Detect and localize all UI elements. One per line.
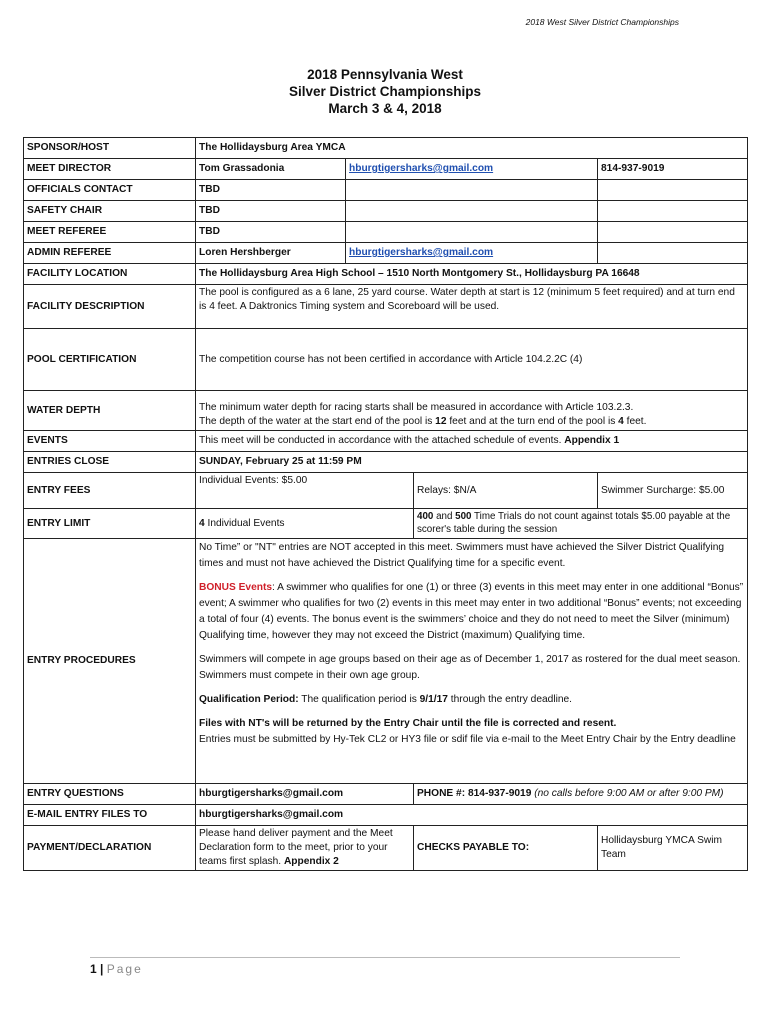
text-run: feet and at the turn end of the pool is (446, 416, 619, 427)
facility-location-value: The Hollidaysburg Area High School – 1510 North Montgomery St., Hollidaysburg PA 16648 (196, 264, 748, 285)
row-label: SAFETY CHAIR (24, 201, 196, 222)
row-label: ENTRIES CLOSE (24, 452, 196, 473)
submission-paragraph (199, 716, 744, 748)
appendix-ref: Appendix 1 (564, 435, 620, 446)
admin-referee-name: Loren Hershberger (196, 243, 346, 264)
empty-cell (598, 180, 748, 201)
text-run: : A swimmer who qualifies for one (1) or three (3) events in this meet may enter in one additional “Bonus” event; A swimmer who qualifies for two (2) events in this meet may enter in two additional “Bonus” events; not exceeding a total of four (4) events. The bonus event is the swimmers’ choice and they do not need to meet the Silver (minimum) Qualifying time, however they may not exceed the District (maximum) Qualifying time. (199, 582, 744, 641)
page-number: 1 (90, 962, 97, 976)
row-label: E-MAIL ENTRY FILES TO (24, 805, 196, 826)
row-label: POOL CERTIFICATION (24, 329, 196, 391)
table-row (24, 159, 748, 180)
facility-description-value: The pool is configured as a 6 lane, 25 yard course. Water depth at start is 12 (minimum 5 feet required) and at turn end is 4 feet. A Daktronics Timing system and Scoreboard will be used. (196, 285, 748, 329)
table-row (24, 201, 748, 222)
phone-note: (no calls before 9:00 AM or after 9:00 PM) (534, 788, 724, 799)
safety-value: TBD (196, 201, 346, 222)
row-label: WATER DEPTH (24, 391, 196, 431)
table-row (24, 138, 748, 159)
entry-questions-email: hburgtigersharks@gmail.com (196, 784, 414, 805)
swimmer-surcharge: Swimmer Surcharge: $5.00 (598, 473, 748, 509)
sponsor-value: The Hollidaysburg Area YMCA (196, 138, 748, 159)
empty-cell (598, 243, 748, 264)
text-run: Time Trials do not count against totals $5.00 payable at the scorer's table during the session (417, 511, 731, 535)
qualification-paragraph (199, 692, 744, 708)
phone-label: PHONE #: 814-937-9019 (417, 788, 535, 799)
tt-400: 400 (417, 511, 434, 522)
officials-value: TBD (196, 180, 346, 201)
events-value (196, 431, 748, 452)
pool-certification-value: The competition course has not been certified in accordance with Article 104.2.2C (4) (196, 329, 748, 391)
water-depth-line-2 (199, 415, 744, 429)
appendix-ref: Appendix 2 (283, 856, 339, 867)
water-depth-line-1: The minimum water depth for racing starts shall be measured in accordance with Article 103.2.3. (199, 402, 634, 413)
email-files-value: hburgtigersharks@gmail.com (196, 805, 748, 826)
row-label: FACILITY DESCRIPTION (24, 285, 196, 329)
relay-fee: Relays: $N/A (414, 473, 598, 509)
row-label: ENTRY FEES (24, 473, 196, 509)
turn-depth: 4 (618, 416, 624, 427)
text-run: The depth of the water at the start end of the pool is (199, 416, 436, 427)
text-run: Please hand deliver payment and the Meet Declaration form to the meet, prior to your teams first splash. (199, 828, 393, 867)
page-word: Page (106, 962, 143, 976)
meet-info-table (23, 137, 748, 871)
table-row (24, 264, 748, 285)
text-run: through the entry deadline. (447, 694, 573, 705)
row-label: PAYMENT/DECLARATION (24, 826, 196, 871)
procedure-paragraph: No Time” or "NT" entries are NOT accepted in this meet. Swimmers must have achieved the Silver District Qualifying times and must not have achieved the District Qualifying time for a specific event. (199, 542, 725, 569)
table-row (24, 222, 748, 243)
title-line-2: Silver District Championships (288, 84, 482, 99)
meet-director-name: Tom Grassadonia (196, 159, 346, 180)
empty-cell (346, 201, 598, 222)
document-title (0, 66, 770, 117)
title-line-1: 2018 Pennsylvania West (307, 67, 463, 82)
start-depth: 12 (435, 416, 447, 427)
text-run: Individual Events (204, 517, 285, 529)
table-row (24, 509, 748, 539)
row-label: MEET DIRECTOR (24, 159, 196, 180)
text-run: The qualification period is (298, 694, 420, 705)
text-run: Entries must be submitted by Hy-Tek CL2 or HY3 file or sdif file via e-mail to the Meet Entry Chair by the Entry deadline (199, 734, 736, 745)
row-label: EVENTS (24, 431, 196, 452)
page-separator: | (100, 962, 104, 976)
nt-warning: Files with NT's will be returned by the Entry Chair until the file is corrected and resent. (199, 718, 617, 729)
row-label: ENTRY QUESTIONS (24, 784, 196, 805)
qualification-label: Qualification Period: (199, 694, 299, 705)
entries-close-value: SUNDAY, February 25 at 11:59 PM (196, 452, 748, 473)
page-footer (90, 962, 143, 976)
procedure-paragraph: Swimmers will compete in age groups based on their age as of December 1, 2017 as rostered for the dual meet season. Swimmers must compete in their own age group. (199, 654, 741, 681)
bonus-label: BONUS Events (199, 582, 273, 593)
row-label: ADMIN REFEREE (24, 243, 196, 264)
text-run: and (433, 511, 456, 522)
empty-cell (598, 222, 748, 243)
row-label: ENTRY LIMIT (24, 509, 196, 539)
admin-referee-email-cell (346, 243, 598, 264)
meet-director-phone: 814-937-9019 (598, 159, 748, 180)
row-label: FACILITY LOCATION (24, 264, 196, 285)
table-row (24, 473, 748, 509)
table-row (24, 391, 748, 431)
checks-payable-label: CHECKS PAYABLE TO: (414, 826, 598, 871)
text-run: feet. (623, 416, 647, 427)
table-row (24, 180, 748, 201)
table-row (24, 431, 748, 452)
empty-cell (346, 222, 598, 243)
row-label: OFFICIALS CONTACT (24, 180, 196, 201)
row-label: ENTRY PROCEDURES (24, 539, 196, 784)
time-trials-note (414, 509, 748, 539)
entry-questions-phone (414, 784, 748, 805)
table-row (24, 784, 748, 805)
payee: Hollidaysburg YMCA Swim Team (598, 826, 748, 871)
text-run: This meet will be conducted in accordance with the attached schedule of events. (199, 435, 565, 446)
table-row (24, 539, 748, 784)
running-header: 2018 West Silver District Championships (525, 17, 679, 27)
entry-limit-value (196, 509, 414, 539)
payment-instructions (196, 826, 414, 871)
qualification-date: 9/1/17 (419, 694, 448, 705)
table-row (24, 329, 748, 391)
row-label: MEET REFEREE (24, 222, 196, 243)
empty-cell (346, 180, 598, 201)
tt-500: 500 (455, 511, 472, 522)
admin-referee-email-link[interactable]: hburgtigersharks@gmail.com (349, 247, 494, 258)
entry-procedures-value (196, 539, 748, 784)
table-row (24, 243, 748, 264)
individual-fee: Individual Events: $5.00 (196, 473, 414, 509)
empty-cell (598, 201, 748, 222)
table-row (24, 805, 748, 826)
table-row (24, 285, 748, 329)
table-row (24, 452, 748, 473)
footer-divider (90, 957, 680, 958)
row-label: SPONSOR/HOST (24, 138, 196, 159)
meet-director-email-cell (346, 159, 598, 180)
title-line-3: March 3 & 4, 2018 (328, 101, 442, 116)
meet-referee-value: TBD (196, 222, 346, 243)
table-row (24, 826, 748, 871)
water-depth-value (196, 391, 748, 431)
entry-limit-count: 4 (199, 517, 205, 529)
meet-director-email-link[interactable]: hburgtigersharks@gmail.com (349, 163, 494, 174)
bonus-paragraph (199, 580, 744, 644)
